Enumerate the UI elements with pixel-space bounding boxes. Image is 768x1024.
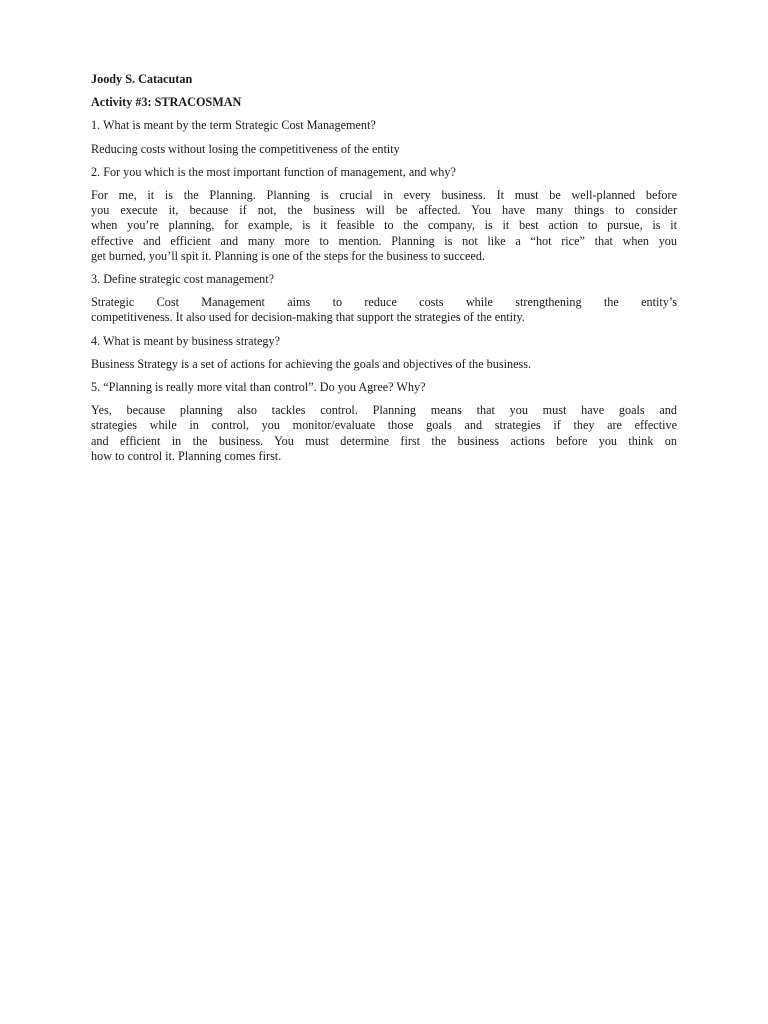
answer-line: effective and efficient and many more to mention. Planning is not like a “hot rice” that when you [91, 233, 677, 248]
answer-line: Reducing costs without losing the competitiveness of the entity [91, 141, 400, 156]
answer-line: and efficient in the business. You must determine first the business actions before you think on [91, 433, 677, 448]
answer-line: strategies while in control, you monitor/evaluate those goals and strategies if they are effective [91, 418, 677, 433]
answer-line: how to control it. Planning comes first. [91, 448, 282, 463]
answer-line: Business Strategy is a set of actions for achieving the goals and objectives of the business. [91, 356, 532, 371]
question-3: 3. Define strategic cost management? [91, 272, 275, 287]
answer-line: get burned, you’ll spit it. Planning is one of the steps for the business to succeed. [91, 248, 485, 263]
document-page [91, 72, 677, 472]
answer-1 [91, 142, 677, 157]
answer-2 [91, 188, 677, 264]
question-1: 1. What is meant by the term Strategic Cost Management? [91, 118, 376, 133]
answer-5 [91, 403, 677, 464]
question-4: 4. What is meant by business strategy? [91, 333, 280, 348]
question-5: 5. “Planning is really more vital than control”. Do you Agree? Why? [91, 380, 426, 395]
answer-line: when you’re planning, for example, is it feasible to the company, is it best action to pursue, is it [91, 218, 677, 233]
question-2: 2. For you which is the most important function of management, and why? [91, 164, 456, 179]
answer-line: you execute it, because if not, the business will be affected. You have many things to consider [91, 203, 677, 218]
answer-line: competitiveness. It also used for decision-making that support the strategies of the entity. [91, 310, 525, 325]
answer-3 [91, 295, 677, 325]
answer-line: Strategic Cost Management aims to reduce costs while strengthening the entity’s [91, 295, 677, 310]
author-name: Joody S. Catacutan [91, 72, 193, 86]
answer-line: For me, it is the Planning. Planning is crucial in every business. It must be well-planned before [91, 188, 677, 203]
answer-4 [91, 357, 677, 372]
activity-title: Activity #3: STRACOSMAN [91, 95, 242, 110]
answer-line: Yes, because planning also tackles control. Planning means that you must have goals and [91, 403, 677, 418]
